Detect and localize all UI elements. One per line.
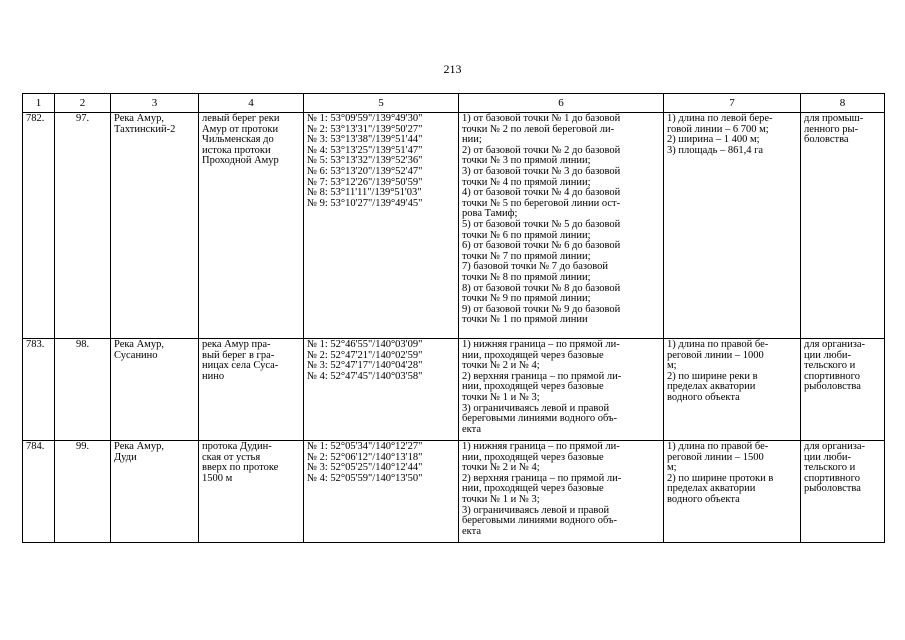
site-location-line: ская от устья	[202, 451, 261, 463]
register-table	[22, 93, 885, 543]
boundary-description-line: 8) от базовой точки № 8 до базовой	[462, 282, 621, 294]
coordinates-line: № 3: 53°13'38"/139°51'44"	[307, 134, 423, 146]
boundary-description-line: точки № 2 и № 4;	[462, 360, 540, 372]
site-size	[664, 441, 801, 543]
site-size	[664, 339, 801, 441]
row-number: 782.	[23, 113, 55, 339]
boundary-description-line: точки № 2 и № 4;	[462, 462, 540, 474]
site-size-line: 1) длина по правой бе-	[667, 339, 769, 350]
site-location-line: протока Дудин-	[202, 441, 272, 452]
site-name-line: Дуди	[114, 451, 137, 463]
boundary-description-line: точки № 1 и № 3;	[462, 493, 540, 505]
boundary-description-line: точки № 6 по прямой линии;	[462, 229, 591, 241]
boundary-description-line: 1) нижняя граница – по прямой ли-	[462, 441, 620, 452]
site-purpose-line: для организа-	[804, 441, 866, 452]
column-header-4: 4	[199, 94, 304, 113]
site-size-line: 2) ширина – 1 400 м;	[667, 134, 760, 146]
site-purpose-line: спортивного	[804, 472, 860, 484]
boundary-description-line: точки № 4 по прямой линии;	[462, 176, 591, 188]
boundary-description-line: 2) верхняя граница – по прямой ли-	[462, 472, 622, 484]
boundary-description-line: 7) базовой точки № 7 до базовой	[462, 261, 608, 273]
boundary-description-line: 6) от базовой точки № 6 до базовой	[462, 240, 621, 252]
coordinates	[304, 441, 459, 543]
column-header-6: 6	[459, 94, 664, 113]
boundary-description-line: 9) от базовой точки № 9 до базовой	[462, 303, 621, 315]
boundary-description	[459, 339, 664, 441]
site-size-line: м;	[667, 462, 677, 474]
column-header-3: 3	[111, 94, 199, 113]
boundary-description-line: екта	[462, 525, 482, 537]
site-size-line: пределах акватории	[667, 381, 756, 393]
site-size-line: пределах акватории	[667, 483, 756, 495]
coordinates-line: № 4: 53°13'25"/139°51'47"	[307, 144, 423, 156]
boundary-description-line: точки № 1 и № 3;	[462, 391, 540, 403]
boundary-description-line: 3) ограничиваясь левой и правой	[462, 402, 610, 414]
boundary-description-line: нии, проходящей через базовые	[462, 483, 604, 495]
site-size-line: реговой линии – 1000	[667, 349, 764, 361]
coordinates-line: № 4: 52°05'59"/140°13'50"	[307, 472, 423, 484]
page-number: 213	[443, 62, 462, 76]
coordinates-line: № 3: 52°05'25"/140°12'44"	[307, 462, 423, 474]
row-number: 783.	[23, 339, 55, 441]
coordinates-line: № 5: 53°13'32"/139°52'36"	[307, 155, 423, 167]
boundary-description	[459, 113, 664, 339]
table-row	[23, 441, 885, 543]
coordinates-line: № 4: 52°47'45"/140°03'58"	[307, 370, 423, 382]
row-number: 784.	[23, 441, 55, 543]
site-purpose-line: ленного ры-	[804, 123, 859, 135]
site-location-line: река Амур пра-	[202, 339, 271, 350]
column-header-2: 2	[55, 94, 111, 113]
column-header-8: 8	[801, 94, 885, 113]
site-purpose-line: ции люби-	[804, 451, 852, 463]
site-size-line: водного объекта	[667, 493, 740, 505]
site-purpose-line: для промыш-	[804, 113, 864, 124]
site-size	[664, 113, 801, 339]
site-purpose-line: спортивного	[804, 370, 860, 382]
site-number: 98.	[55, 339, 111, 441]
site-location-line: ницах села Суса-	[202, 360, 279, 372]
coordinates-line: № 1: 52°05'34"/140°12'27"	[307, 441, 423, 452]
site-purpose	[801, 339, 885, 441]
coordinates-line: № 8: 53°11'11"/139°51'03"	[307, 187, 422, 199]
site-size-line: реговой линии – 1500	[667, 451, 764, 463]
site-location-line: 1500 м	[202, 472, 233, 484]
site-location-line: левый берег реки	[202, 113, 280, 124]
boundary-description-line: нии;	[462, 134, 482, 146]
boundary-description-line: точки № 3 по прямой линии;	[462, 155, 591, 167]
site-size-line: 1) длина по правой бе-	[667, 441, 769, 452]
site-purpose-line: тельского и	[804, 360, 856, 372]
boundary-description-line: точки № 8 по прямой линии;	[462, 271, 591, 283]
site-location-line: Проходной Амур	[202, 155, 279, 167]
site-size-line: м;	[667, 360, 677, 372]
site-location-line: Амур от протоки	[202, 123, 279, 135]
boundary-description-line: точки № 5 по береговой линии ост-	[462, 197, 621, 209]
coordinates-line: № 6: 53°13'20"/139°52'47"	[307, 165, 423, 177]
boundary-description-line: точки № 1 по прямой линии	[462, 314, 588, 326]
header-row	[23, 94, 885, 113]
boundary-description-line: нии, проходящей через базовые	[462, 451, 604, 463]
boundary-description-line: 3) ограничиваясь левой и правой	[462, 504, 610, 516]
site-size-line: водного объекта	[667, 391, 740, 403]
coordinates	[304, 339, 459, 441]
site-number: 99.	[55, 441, 111, 543]
site-name-line: Тахтинский-2	[114, 123, 176, 135]
column-header-7: 7	[664, 94, 801, 113]
site-location-line: нино	[202, 370, 225, 382]
site-size-line: говой линии – 6 700 м;	[667, 123, 769, 135]
boundary-description-line: точки № 2 по левой береговой ли-	[462, 123, 615, 135]
site-size-line: 3) площадь – 861,4 га	[667, 144, 764, 156]
boundary-description-line: 3) от базовой точки № 3 до базовой	[462, 165, 621, 177]
site-location-line: истока протоки	[202, 144, 271, 156]
boundary-description-line: береговыми линиями водного объ-	[462, 413, 618, 425]
site-location-line: вый берег в гра-	[202, 349, 275, 361]
coordinates-line: № 7: 53°12'26"/139°50'59"	[307, 176, 423, 188]
column-header-1: 1	[23, 94, 55, 113]
site-purpose-line: рыболовства	[804, 381, 861, 393]
site-size-line: 1) длина по левой бере-	[667, 113, 773, 124]
site-size-line: 2) по ширине реки в	[667, 370, 758, 382]
boundary-description-line: 4) от базовой точки № 4 до базовой	[462, 187, 621, 199]
site-purpose-line: тельского и	[804, 462, 856, 474]
site-location-line: Чильменская до	[202, 134, 274, 146]
coordinates-line: № 2: 52°47'21"/140°02'59"	[307, 349, 423, 361]
site-location-line: вверх по протоке	[202, 462, 279, 474]
site-name-line: Река Амур,	[114, 113, 164, 124]
site-name	[111, 441, 199, 543]
site-number: 97.	[55, 113, 111, 339]
boundary-description	[459, 441, 664, 543]
site-name-line: Река Амур,	[114, 441, 164, 452]
boundary-description-line: береговыми линиями водного объ-	[462, 515, 618, 527]
site-location	[199, 441, 304, 543]
boundary-description-line: рова Тамиф;	[462, 208, 518, 220]
site-name	[111, 113, 199, 339]
site-name-line: Сусанино	[114, 349, 158, 361]
boundary-description-line: нии, проходящей через базовые	[462, 349, 604, 361]
site-location	[199, 339, 304, 441]
site-size-line: 2) по ширине протоки в	[667, 472, 774, 484]
site-purpose-line: боловства	[804, 134, 849, 146]
site-purpose	[801, 113, 885, 339]
coordinates	[304, 113, 459, 339]
site-name	[111, 339, 199, 441]
boundary-description-line: екта	[462, 423, 482, 435]
boundary-description-line: 2) верхняя граница – по прямой ли-	[462, 370, 622, 382]
coordinates-line: № 1: 53°09'59"/139°49'30"	[307, 113, 423, 124]
boundary-description-line: 5) от базовой точки № 5 до базовой	[462, 218, 621, 230]
boundary-description-line: 1) от базовой точки № 1 до базовой	[462, 113, 621, 124]
boundary-description-line: нии, проходящей через базовые	[462, 381, 604, 393]
site-name-line: Река Амур,	[114, 339, 164, 350]
boundary-description-line: точки № 9 по прямой линии;	[462, 293, 591, 305]
boundary-description-line: 2) от базовой точки № 2 до базовой	[462, 144, 621, 156]
table-row	[23, 113, 885, 339]
coordinates-line: № 9: 53°10'27"/139°49'45"	[307, 197, 423, 209]
site-purpose-line: ции люби-	[804, 349, 852, 361]
table-row	[23, 339, 885, 441]
coordinates-line: № 1: 52°46'55"/140°03'09"	[307, 339, 423, 350]
coordinates-line: № 2: 53°13'31"/139°50'27"	[307, 123, 423, 135]
site-purpose-line: для организа-	[804, 339, 866, 350]
coordinates-line: № 2: 52°06'12"/140°13'18"	[307, 451, 423, 463]
site-purpose	[801, 441, 885, 543]
coordinates-line: № 3: 52°47'17"/140°04'28"	[307, 360, 423, 372]
boundary-description-line: 1) нижняя граница – по прямой ли-	[462, 339, 620, 350]
boundary-description-line: точки № 7 по прямой линии;	[462, 250, 591, 262]
site-location	[199, 113, 304, 339]
site-purpose-line: рыболовства	[804, 483, 861, 495]
column-header-5: 5	[304, 94, 459, 113]
